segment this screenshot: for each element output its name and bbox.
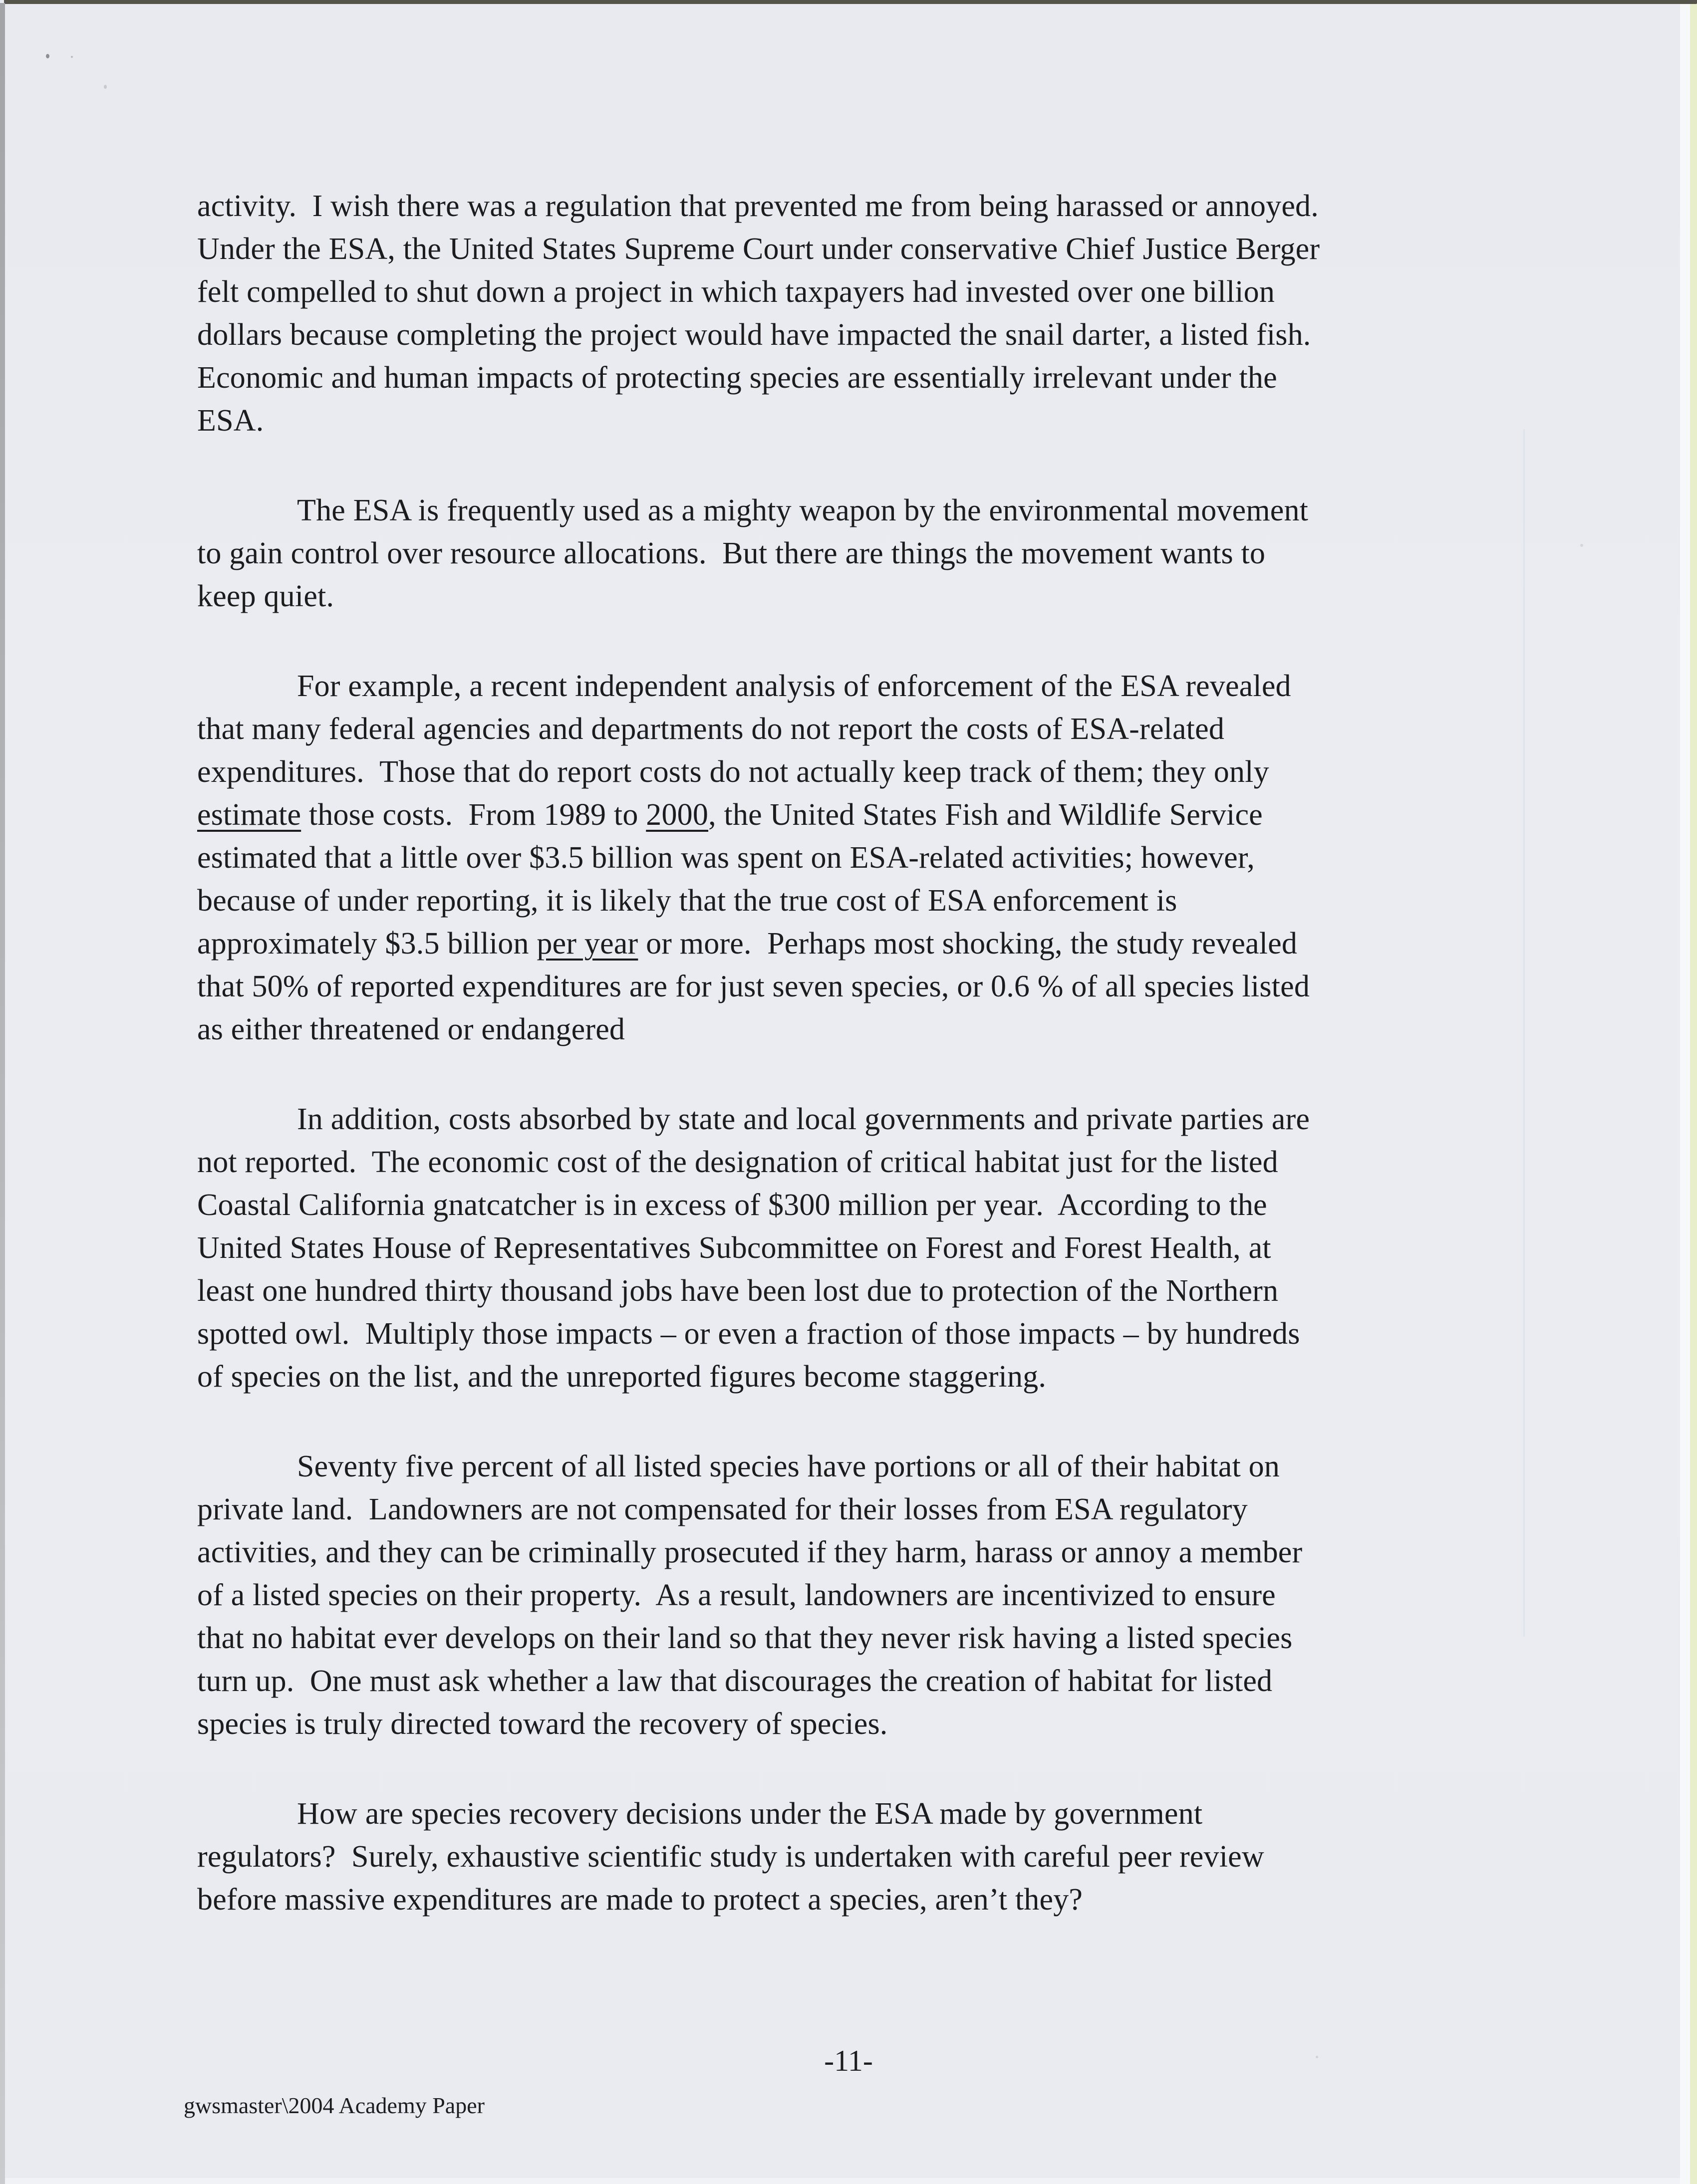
text-line	[197, 879, 1515, 922]
text-segment: of a listed species on their property. As a result, landowners are incentivized to ensure	[197, 1578, 1276, 1612]
text-segment: activity. I wish there was a regulation that prevented me from being harassed or annoyed.	[197, 189, 1319, 223]
scan-bottom-edge	[5, 2178, 1680, 2184]
text-segment: In addition, costs absorbed by state and local governments and private parties are	[297, 1102, 1310, 1136]
text-segment: Seventy five percent of all listed species have portions or all of their habitat on	[297, 1450, 1280, 1483]
paper-speck	[71, 56, 73, 58]
text-segment: approximately $3.5 billion	[197, 927, 537, 961]
text-segment: activities, and they can be criminally prosecuted if they harm, harass or annoy a member	[197, 1535, 1303, 1569]
text-line	[197, 1488, 1515, 1531]
text-line	[197, 489, 1515, 532]
text-segment: least one hundred thirty thousand jobs have been lost due to protection of the Northern	[197, 1274, 1279, 1308]
paragraph	[197, 1445, 1515, 1745]
text-segment: For example, a recent independent analysis of enforcement of the ESA revealed	[297, 669, 1291, 703]
text-segment: spotted owl. Multiply those impacts – or even a fraction of those impacts – by hundreds	[197, 1317, 1300, 1351]
paper-speck	[104, 85, 107, 89]
text-line	[197, 1184, 1515, 1226]
text-line	[197, 965, 1515, 1008]
text-segment: regulators? Surely, exhaustive scientific study is undertaken with careful peer review	[197, 1840, 1264, 1874]
paragraph	[197, 1792, 1515, 1921]
text-segment: felt compelled to shut down a project in which taxpayers had invested over one billion	[197, 275, 1275, 309]
text-segment: Coastal California gnatcatcher is in excess of $300 million per year. According to the	[197, 1188, 1267, 1222]
text-line	[197, 1445, 1515, 1488]
text-line	[197, 1792, 1515, 1835]
text-line	[197, 1835, 1515, 1878]
text-line	[197, 665, 1515, 708]
text-line	[197, 1355, 1515, 1398]
text-segment: expenditures. Those that do report costs do not actually keep track of them; they only	[197, 755, 1269, 789]
scan-right-edge	[1690, 4, 1697, 2184]
paper-crease	[1523, 429, 1525, 1637]
text-line	[197, 836, 1515, 879]
text-line	[197, 1226, 1515, 1269]
text-line	[197, 1660, 1515, 1702]
text-segment: of species on the list, and the unreported figures become staggering.	[197, 1360, 1047, 1394]
paragraph	[197, 1098, 1515, 1398]
text-line	[197, 356, 1515, 399]
text-segment: that 50% of reported expenditures are for just seven species, or 0.6 % of all species listed	[197, 970, 1310, 1003]
text-segment: before massive expenditures are made to protect a species, aren’t they?	[197, 1883, 1083, 1917]
text-segment: ESA.	[197, 404, 264, 438]
text-line	[197, 399, 1515, 442]
text-line	[197, 1008, 1515, 1051]
text-line	[197, 793, 1515, 836]
text-segment: , the United States Fish and Wildlife Service	[708, 798, 1263, 832]
text-line	[197, 185, 1515, 228]
text-line	[197, 1312, 1515, 1355]
text-segment: those costs. From 1989 to	[301, 798, 646, 832]
text-line	[197, 922, 1515, 965]
text-segment: The ESA is frequently used as a mighty weapon by the environmental movement	[297, 493, 1309, 527]
text-line	[197, 532, 1515, 575]
page-number: -11-	[824, 2044, 873, 2077]
text-segment: as either threatened or endangered	[197, 1012, 625, 1046]
paragraph	[197, 185, 1515, 442]
footer-note: gwsmaster\2004 Academy Paper	[184, 2093, 485, 2118]
text-line	[197, 270, 1515, 313]
text-segment: because of under reporting, it is likely that the true cost of ESA enforcement is	[197, 884, 1177, 918]
paragraph	[197, 489, 1515, 618]
text-segment: How are species recovery decisions under the ESA made by government	[297, 1797, 1203, 1831]
text-segment: private land. Landowners are not compensated for their losses from ESA regulatory	[197, 1492, 1248, 1526]
text-line	[197, 1531, 1515, 1574]
text-segment: that many federal agencies and departments do not report the costs of ESA-related	[197, 712, 1225, 746]
paragraph	[197, 665, 1515, 1051]
text-segment: estimated that a little over $3.5 billion was spent on ESA-related activities; however,	[197, 841, 1255, 875]
underlined-text: 2000	[646, 798, 709, 832]
text-segment: that no habitat ever develops on their land so that they never risk having a listed species	[197, 1621, 1293, 1655]
text-line	[197, 1141, 1515, 1184]
text-segment: species is truly directed toward the recovery of species.	[197, 1707, 888, 1741]
paper-speck	[46, 54, 49, 58]
text-line	[197, 575, 1515, 618]
text-line	[197, 1098, 1515, 1141]
text-line	[197, 1702, 1515, 1745]
text-line	[197, 313, 1515, 356]
scan-top-edge	[4, 0, 1697, 4]
text-line	[197, 1617, 1515, 1660]
text-line	[197, 708, 1515, 750]
text-segment: or more. Perhaps most shocking, the study revealed	[638, 927, 1298, 961]
page-right-edge	[1680, 4, 1690, 2184]
text-segment: dollars because completing the project would have impacted the snail darter, a listed fish.	[197, 318, 1311, 352]
text-line	[197, 1269, 1515, 1312]
text-line	[197, 1574, 1515, 1617]
text-line	[197, 750, 1515, 793]
underlined-text: per year	[537, 927, 638, 961]
text-segment: keep quiet.	[197, 579, 334, 613]
document-body	[197, 185, 1515, 1921]
underlined-text: estimate	[197, 798, 301, 832]
text-segment: United States House of Representatives Subcommittee on Forest and Forest Health, at	[197, 1231, 1271, 1265]
scan-left-edge	[0, 3, 5, 2184]
text-line	[197, 1878, 1515, 1921]
text-segment: Under the ESA, the United States Supreme Court under conservative Chief Justice Berger	[197, 232, 1320, 266]
text-segment: turn up. One must ask whether a law that discourages the creation of habitat for listed	[197, 1664, 1273, 1698]
text-line	[197, 228, 1515, 270]
text-segment: to gain control over resource allocations. But there are things the movement wants to	[197, 536, 1266, 570]
text-segment: Economic and human impacts of protecting species are essentially irrelevant under the	[197, 361, 1277, 395]
text-segment: not reported. The economic cost of the designation of critical habitat just for the listed	[197, 1145, 1278, 1179]
paper-speck	[1580, 544, 1583, 547]
